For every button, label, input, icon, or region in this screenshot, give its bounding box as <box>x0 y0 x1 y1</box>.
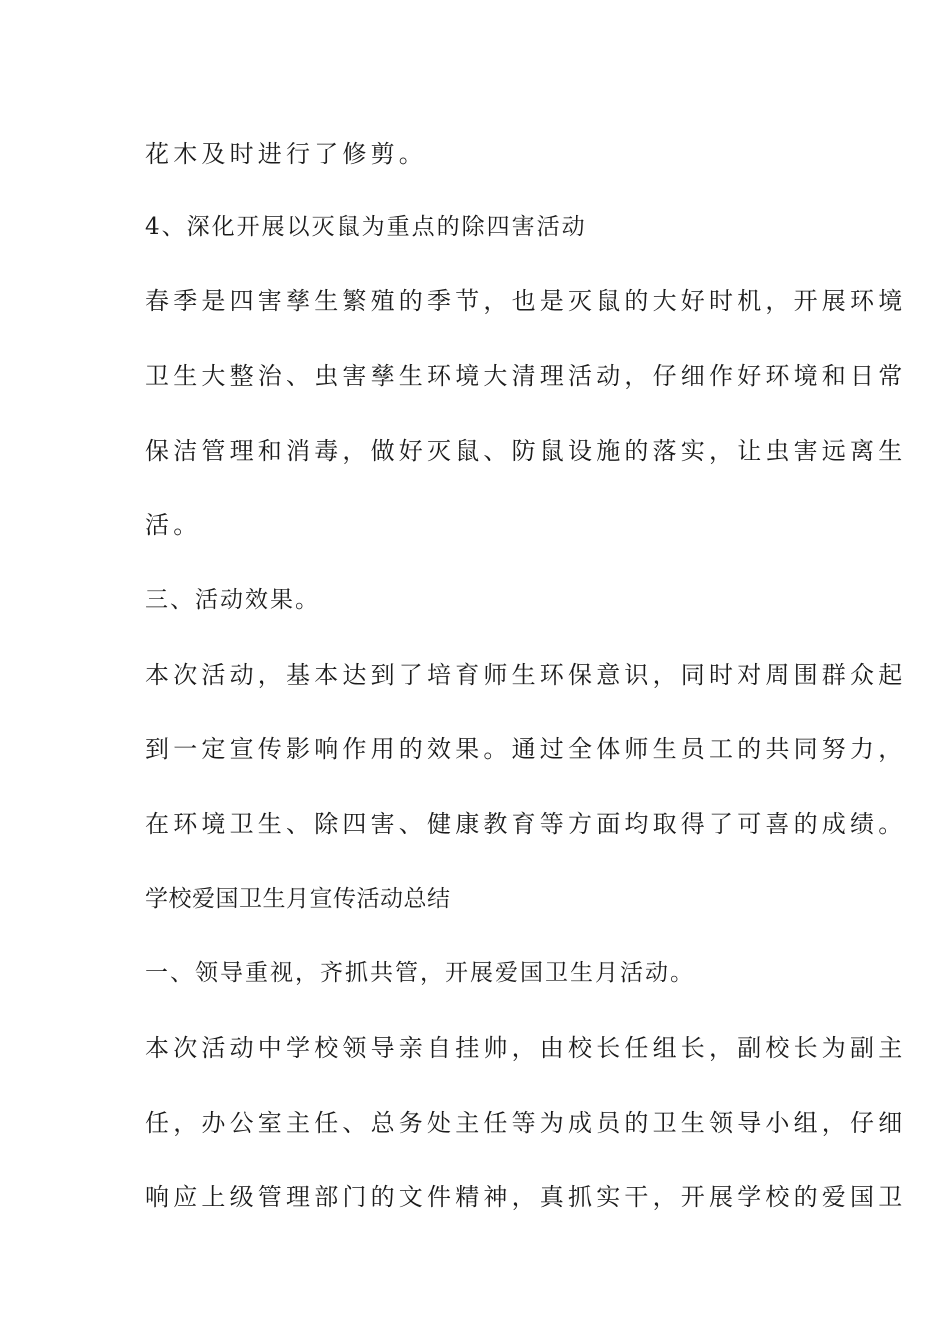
section-heading: 一、领导重视，齐抓共管，开展爱国卫生月活动。 <box>145 960 695 986</box>
document-title: 学校爱国卫生月宣传活动总结 <box>145 886 451 912</box>
body-text-line: 在环境卫生、除四害、健康教育等方面均取得了可喜的成绩。 <box>145 810 907 838</box>
section-heading: 4、深化开展以灭鼠为重点的除四害活动 <box>145 214 587 240</box>
body-text-line: 本次活动中学校领导亲自挂帅，由校长任组长，副校长为副主 <box>145 1034 907 1062</box>
body-text-line: 到一定宣传影响作用的效果。通过全体师生员工的共同努力， <box>145 735 907 763</box>
body-text-line: 活。 <box>145 511 202 539</box>
body-text-line: 花木及时进行了修剪。 <box>145 140 427 168</box>
body-text-line: 保洁管理和消毒，做好灭鼠、防鼠设施的落实，让虫害远离生 <box>145 437 907 465</box>
section-heading: 三、活动效果。 <box>145 587 320 613</box>
body-text-line: 春季是四害孳生繁殖的季节，也是灭鼠的大好时机，开展环境 <box>145 287 907 315</box>
body-text-line: 任，办公室主任、总务处主任等为成员的卫生领导小组，仔细 <box>145 1109 907 1137</box>
body-text-line: 响应上级管理部门的文件精神，真抓实干，开展学校的爱国卫 <box>145 1183 907 1211</box>
body-text-line: 本次活动，基本达到了培育师生环保意识，同时对周围群众起 <box>145 661 907 689</box>
body-text-line: 卫生大整治、虫害孳生环境大清理活动，仔细作好环境和日常 <box>145 362 907 390</box>
